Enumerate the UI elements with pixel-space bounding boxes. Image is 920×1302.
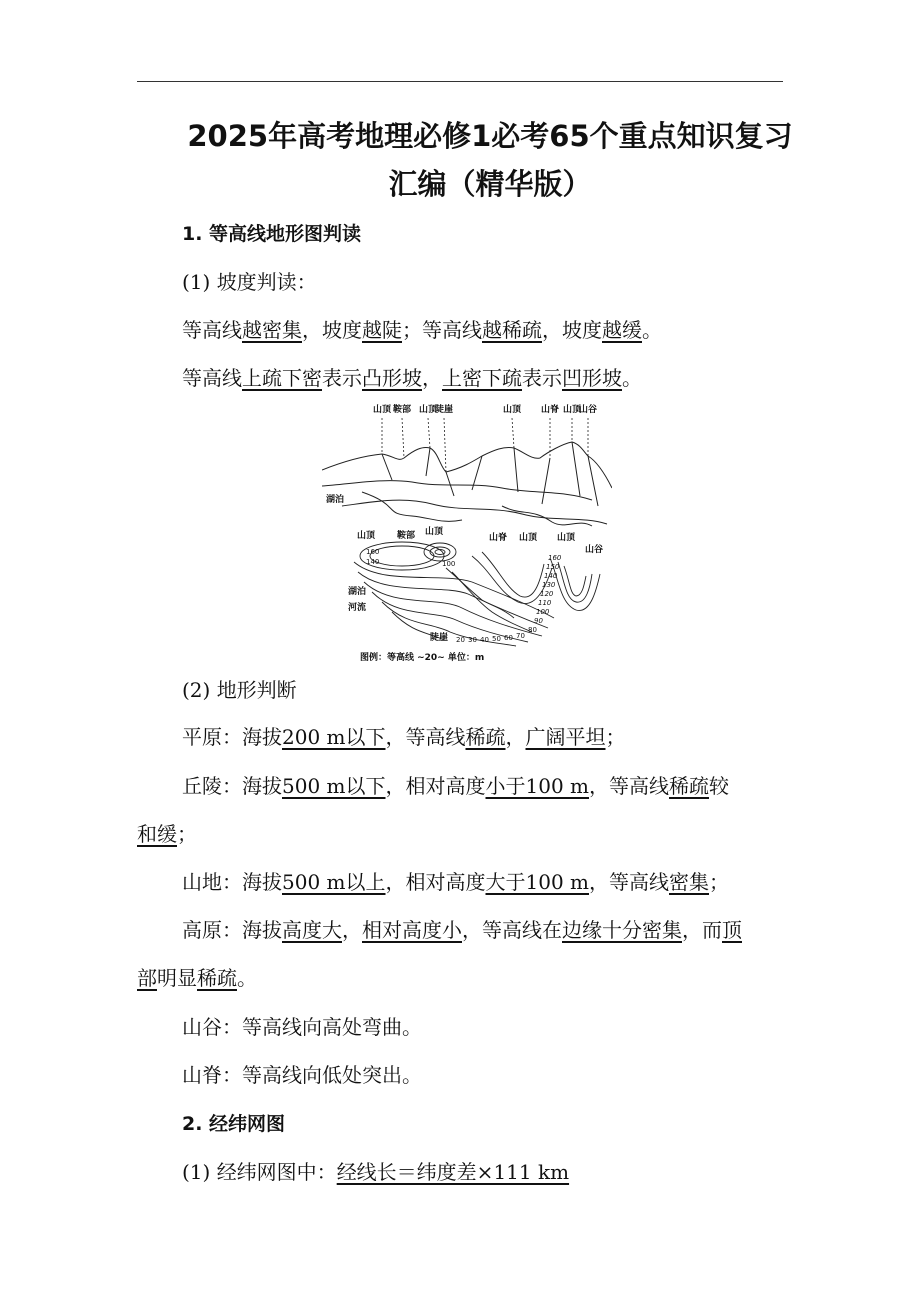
- fig-top-label: 山顶: [502, 405, 522, 415]
- fig-bottom-value: 80: [528, 626, 537, 634]
- fig-top-label: 山顶: [372, 405, 392, 415]
- fig-top-label: 山顶: [562, 405, 582, 415]
- fig-contour-value: 130: [542, 581, 556, 589]
- fig-top-label: 鞍部: [392, 405, 412, 415]
- plateau-definition: 高原：海拔高度大，相对高度小，等高线在边缘十分密集，而顶: [182, 918, 742, 942]
- slope-subheading: (1) 坡度判读：: [182, 270, 317, 294]
- fig-bottom-value: 20: [456, 636, 465, 644]
- fig-top-label: 陡崖: [434, 405, 454, 415]
- fig-top-label: 山脊: [540, 405, 560, 415]
- plateau-definition-cont: 部明显稀疏。: [137, 966, 257, 990]
- document-title-line1: 2025年高考地理必修1必考65个重点知识复习: [187, 119, 793, 153]
- fig-cliff-label: 陡崖: [430, 633, 449, 643]
- fig-bottom-value: 60: [504, 634, 513, 642]
- fig-left-label: 湖泊: [348, 587, 367, 597]
- fig-top-label: 山顶: [418, 405, 438, 415]
- slope-rule-density: 等高线越密集，坡度越陡；等高线越稀疏，坡度越缓。: [182, 318, 662, 342]
- fig-map-label: 山顶: [356, 531, 376, 541]
- plain-definition: 平原：海拔200 m以下，等高线稀疏，广阔平坦；: [182, 725, 626, 749]
- valley-definition: 山谷：等高线向高处弯曲。: [182, 1015, 422, 1039]
- fig-contour-value: 160: [366, 548, 380, 556]
- meridian-length-formula: (1) 经纬网图中：经线长＝纬度差×111 km: [182, 1160, 570, 1184]
- fig-map-label: 山脊: [488, 533, 508, 543]
- fig-contour-value: 120: [540, 590, 554, 598]
- mountain-definition: 山地：海拔500 m以上，相对高度大于100 m，等高线密集；: [182, 870, 729, 894]
- fig-map-label: 山谷: [584, 545, 604, 555]
- fig-contour-value: 140: [366, 558, 380, 566]
- fig-map-label: 鞍部: [396, 531, 416, 541]
- ridge-definition: 山脊：等高线向低处突出。: [182, 1063, 422, 1087]
- fig-contour-value: 150: [546, 563, 560, 571]
- fig-map-label: 山顶: [518, 533, 538, 543]
- fig-map-label: 山顶: [424, 527, 444, 537]
- fig-contour-value: 100: [442, 560, 456, 568]
- hill-definition: 丘陵：海拔500 m以下，相对高度小于100 m，等高线稀疏较: [182, 774, 729, 798]
- fig-bottom-value: 50: [492, 635, 501, 643]
- fig-legend: 图例：等高线 ∼20∼ 单位：m: [360, 653, 485, 663]
- fig-left-label: 河流: [348, 603, 367, 613]
- section1-heading: 1. 等高线地形图判读: [182, 223, 362, 245]
- terrain-subheading: (2) 地形判断: [182, 678, 297, 702]
- contour-terrain-figure: [322, 396, 612, 666]
- fig-map-label: 山顶: [556, 533, 576, 543]
- section2-heading: 2. 经纬网图: [182, 1113, 286, 1135]
- document-title-line2: 汇编（精华版）: [388, 167, 592, 201]
- fig-bottom-value: 40: [480, 636, 489, 644]
- fig-bottom-value: 70: [516, 632, 525, 640]
- slope-rule-shape: 等高线上疏下密表示凸形坡，上密下疏表示凹形坡。: [182, 366, 642, 390]
- fig-contour-value: 140: [544, 572, 558, 580]
- fig-contour-value: 100: [536, 608, 550, 616]
- hill-definition-cont: 和缓；: [137, 822, 197, 846]
- fig-lake-top-label: 湖泊: [326, 495, 345, 505]
- fig-contour-value: 90: [534, 617, 543, 625]
- header-rule: [137, 81, 783, 82]
- fig-contour-value: 110: [538, 599, 552, 607]
- fig-top-label: 山谷: [578, 405, 598, 415]
- fig-bottom-value: 30: [468, 636, 477, 644]
- fig-contour-value: 160: [548, 554, 562, 562]
